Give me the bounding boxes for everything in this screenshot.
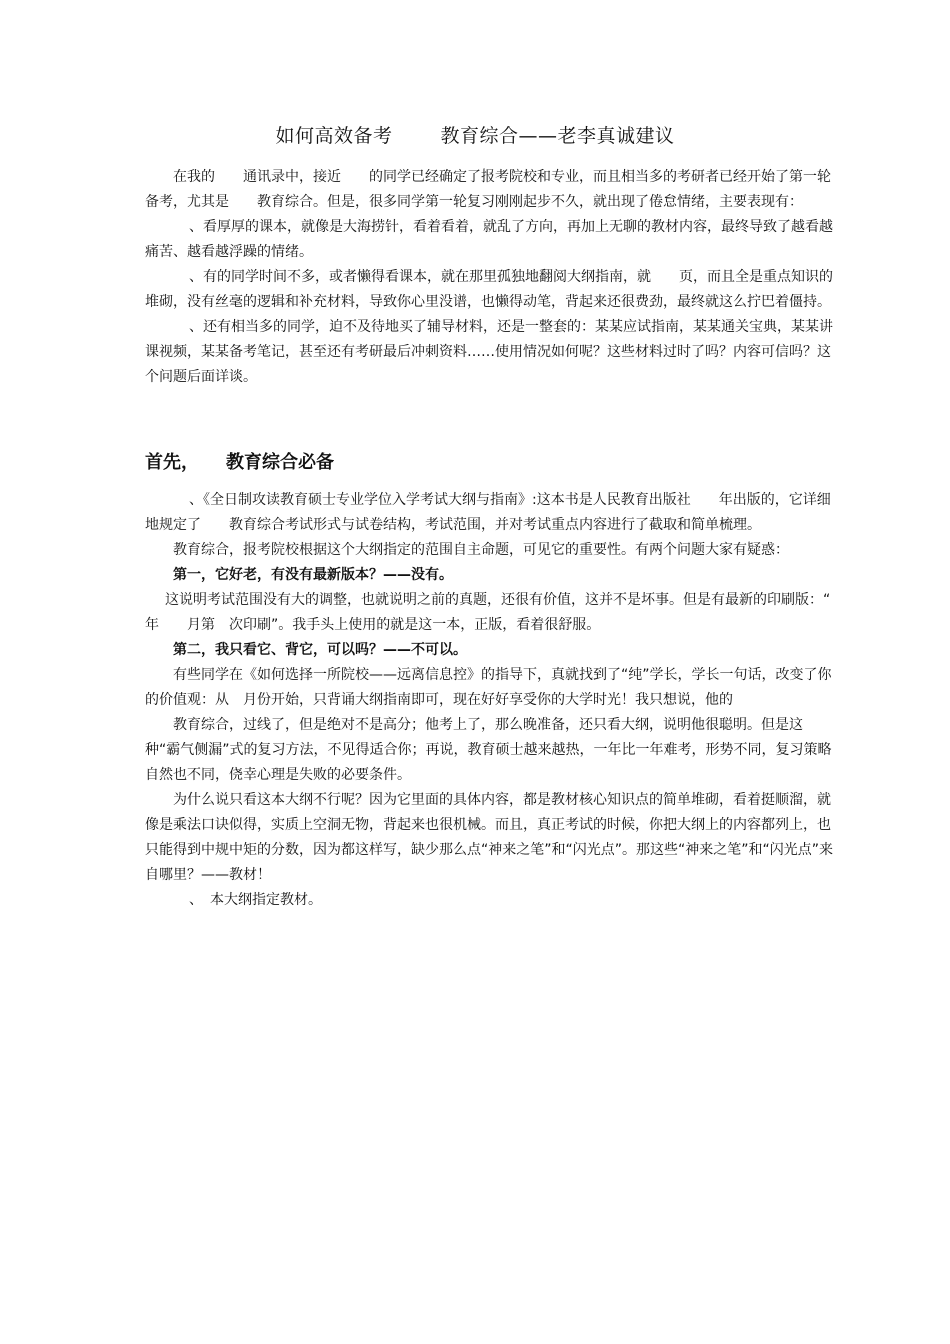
title-right: 教育综合——老李真诚建议 [440, 125, 675, 147]
question-1: 第一，它好老，有没有最新版本？——没有。 [173, 567, 453, 583]
section-paragraph-7: 、 本大纲指定教材。 [189, 892, 322, 908]
intro-paragraph-2: 、看厚厚的课本，就像是大海捞针，看着看着，就乱了方向，再加上无聊的教材内容，最终导致了越看越痛苦、越看越浮躁的情绪。 [145, 219, 833, 260]
section-paragraph-2: 教育综合，报考院校根据这个大纲指定的范围自主命题，可见它的重要性。有两个问题大家有疑惑： [173, 542, 789, 558]
title-left: 如何高效备考 [275, 125, 393, 147]
intro-paragraph-3: 、有的同学时间不多，或者懒得看课本，就在那里孤独地翻阅大纲指南，就 页，而且全是重点知识的堆砌，没有丝毫的逻辑和补充材料，导致你心里没谱，也懒得动笔，背起来还很费劲，最终就这么拧巴着僵持。 [145, 269, 833, 310]
intro-paragraph-4: 、还有相当多的同学，迫不及待地买了辅导材料，还是一整套的：某某应试指南，某某通关宝典，某某讲课视频，某某备考笔记，甚至还有考研最后冲刺资料……使用情况如何呢？这些材料过时了吗？内容可信吗？这个问题后面详谈。 [145, 319, 833, 385]
section-paragraph-5: 教育综合，过线了，但是绝对不是高分；他考上了，那么晚准备，还只看大纲，说明他很聪明。但是这种“霸气侧漏”式的复习方法，不见得适合你；再说，教育硕士越来越热，一年比一年难考，形势不同，复习策略自然也不同，侥幸心理是失败的必要条件。 [145, 717, 832, 783]
question-2: 第二，我只看它、背它，可以吗？——不可以。 [173, 642, 467, 658]
section-heading: 首先， 教育综合必备 [145, 452, 334, 473]
section-block [145, 488, 859, 913]
document-title [0, 121, 950, 148]
section-paragraph-1: 、《全日制攻读教育硕士专业学位入学考试大纲与指南》:这本书是人民教育出版社 年出版的，它详细地规定了 教育综合考试形式与试卷结构，考试范围，并对考试重点内容进行了截取和简单梳理。 [145, 492, 831, 533]
section-paragraph-4: 有些同学在《如何选择一所院校——远离信息控》的指导下，真就找到了“纯”学长，学长一句话，改变了你的价值观：从 月份开始，只背诵大纲指南即可，现在好好享受你的大学时光！我只想说，他的 [145, 667, 832, 708]
intro-block [145, 165, 835, 390]
section-paragraph-6: 为什么说只看这本大纲不行呢？因为它里面的具体内容，都是教材核心知识点的简单堆砌，看着挺顺溜，就像是乘法口诀似得，实质上空洞无物，背起来也很机械。而且，真正考试的时候，你把大纲上的内容都列上，也只能得到中规中矩的分数，因为都这样写，缺少那么点“神来之笔”和“闪光点”。那这些“神来之笔”和“闪光点”来自哪里？——教材！ [145, 792, 834, 883]
section-paragraph-3: 这说明考试范围没有大的调整，也就说明之前的真题，还很有价值，这并不是坏事。但是有最新的印刷版：“ 年 月第 次印刷”。我手头上使用的就是这一本，正版，看着很舒服。 [145, 592, 859, 633]
intro-paragraph-1: 在我的 通讯录中，接近 的同学已经确定了报考院校和专业，而且相当多的考研者已经开始了第一轮备考，尤其是 教育综合。但是，很多同学第一轮复习刚刚起步不久，就出现了倦怠情绪，主要表现有： [145, 169, 831, 210]
